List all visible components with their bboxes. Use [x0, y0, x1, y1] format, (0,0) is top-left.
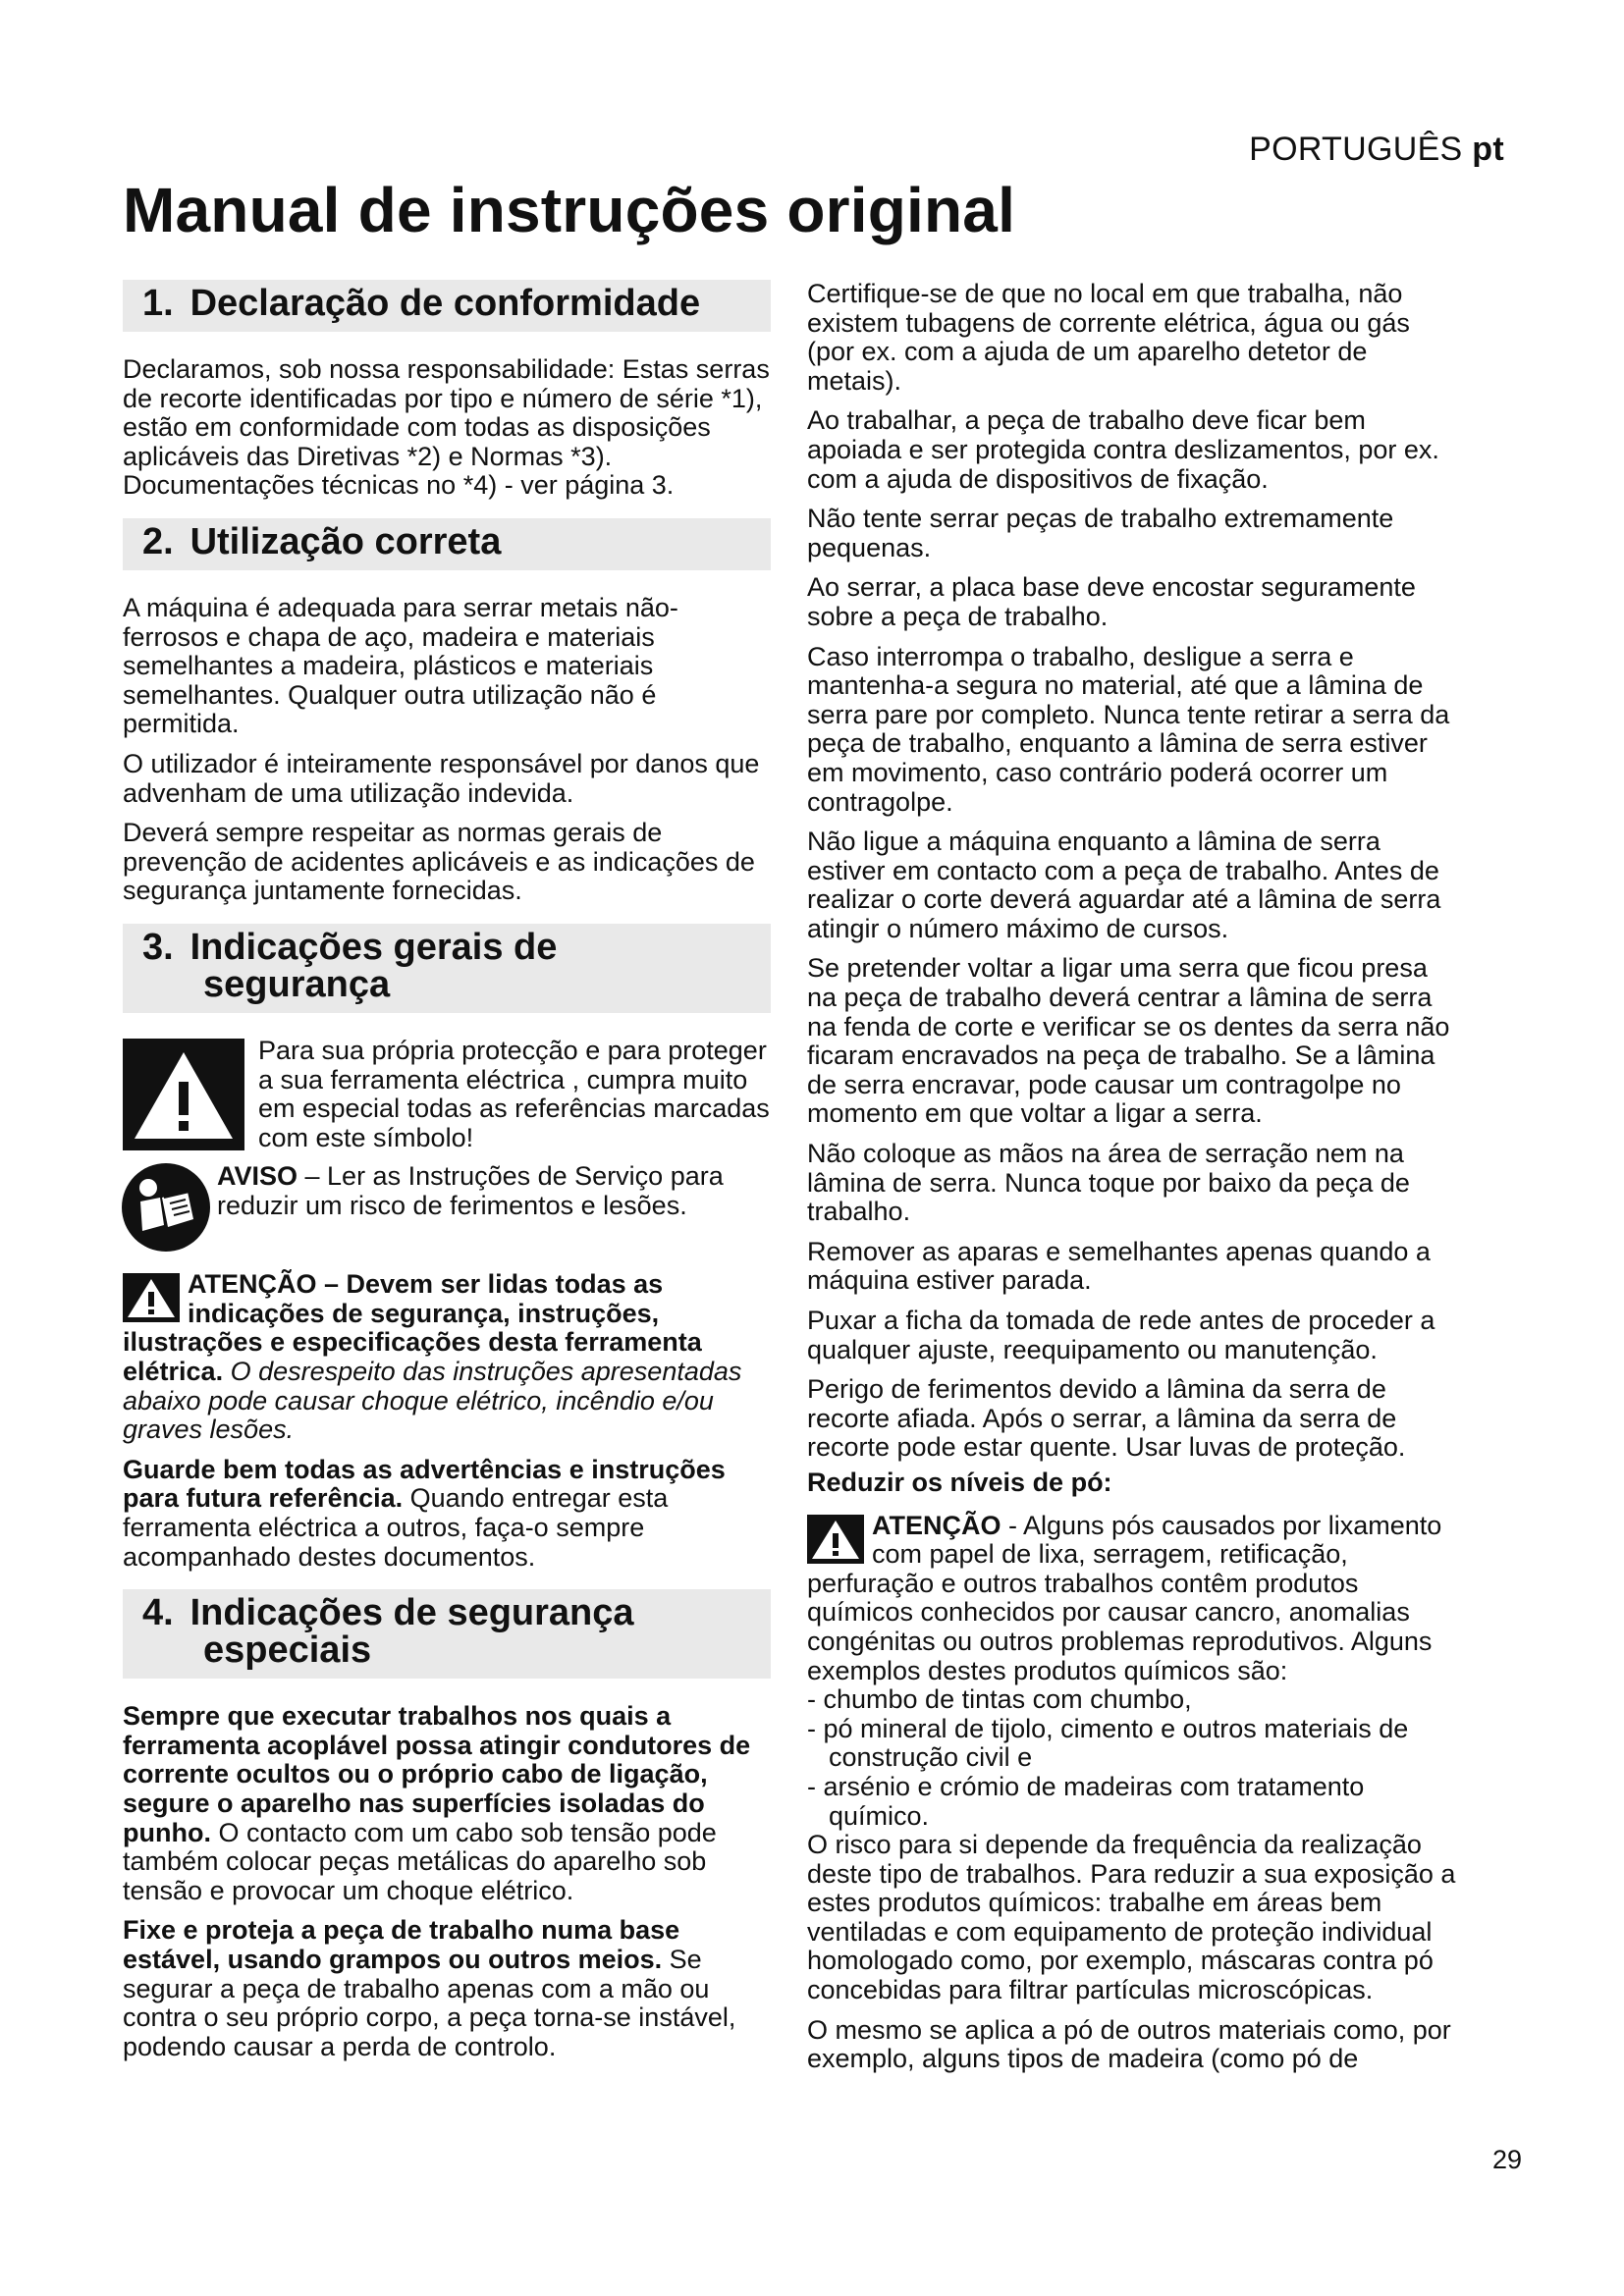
list-item: - chumbo de tintas com chumbo,	[807, 1684, 1192, 1715]
paragraph: Ao trabalhar, a peça de trabalho deve ficar bem apoiada e ser protegida contra deslizamentos, por ex. com a ajuda de dispositivos de fixação.	[807, 405, 1439, 494]
safety-symbol-text: Para sua própria protecção e para proteger a sua ferramenta eléctrica , cumpra muito em especial todas as referências marcadas com este símbolo!	[258, 1035, 770, 1152]
section-number: 3.	[142, 926, 174, 968]
aviso-body: – Ler as Instruções de Serviço para reduzir um risco de ferimentos e lesões.	[217, 1161, 724, 1220]
keep-bold: Guarde bem todas as advertências e instruções para futura referência.	[123, 1454, 726, 1514]
paragraph: O utilizador é inteiramente responsável por danos que advenham de uma utilização indevida.	[123, 748, 760, 808]
paragraph: O risco para si depende da frequência da realização deste tipo de trabalhos. Para reduzir a sua exposição a estes produtos químicos: trabalhe em áreas bem ventiladas e com equipamento de proteção individual homologado como, por exemplo, máscaras contra pó concebidas para filtrar partículas microscópicas.	[807, 1830, 1456, 2005]
paragraph: Remover as aparas e semelhantes apenas quando a máquina estiver parada.	[807, 1236, 1431, 1296]
list-item: - arsénio e crómio de madeiras com tratamento químico.	[807, 1771, 1365, 1831]
paragraph: Não tente serrar peças de trabalho extremamente pequenas.	[807, 504, 1394, 562]
atencao-italic: O desrespeito das instruções apresentadas abaixo pode causar choque elétrico, incêndio e/ou graves lesões.	[123, 1357, 742, 1445]
paragraph: Caso interrompa o trabalho, desligue a serra e mantenha-a segura no material, até que a lâmina de serra pare por completo. Nunca tente retirar a serra da peça de trabalho, enquanto a lâmina de serra estiver em movimento, caso contrário poderá ocorrer um contragolpe.	[807, 641, 1450, 817]
section-title: Declaração de conformidade	[189, 283, 701, 324]
section-title-line2: especiais	[203, 1629, 372, 1672]
paragraph: Perigo de ferimentos devido a lâmina da serra de recorte afiada. Após o serrar, a lâmina da serra de recorte pode estar quente. Usar luvas de proteção.	[807, 1374, 1406, 1463]
paragraph	[123, 1916, 771, 2061]
language-code: pt	[1472, 131, 1504, 168]
section-heading-3	[123, 924, 771, 1013]
dust-heading: Reduzir os níveis de pó:	[807, 1467, 1112, 1497]
safety-symbol-block	[123, 1037, 771, 1152]
section-title: Indicações de segurança	[189, 1592, 634, 1634]
bold-lead: Fixe e proteja a peça de trabalho numa base estável, usando grampos ou outros meios.	[123, 1915, 680, 1974]
section-heading-1	[123, 280, 771, 332]
paragraph: O mesmo se aplica a pó de outros materiais como, por exemplo, alguns tipos de madeira (como pó de	[807, 2014, 1451, 2074]
section-title: Utilização correta	[189, 520, 502, 562]
section-number: 4.	[142, 1592, 174, 1634]
warning-triangle-icon	[123, 1273, 180, 1322]
paragraph: A máquina é adequada para serrar metais não-ferrosos e chapa de aço, madeira e materiais semelhantes a madeira, plásticos e materiais semelhantes. Qualquer outra utilização não é permitida.	[123, 592, 678, 739]
section-heading-2	[123, 518, 771, 570]
read-manual-block	[123, 1162, 771, 1253]
warning-triangle-icon	[807, 1515, 864, 1564]
paragraph: Declaramos, sob nossa responsabilidade: Estas serras de recorte identificadas por tipo e número de série *1), estão em conformidade com todas as disposições aplicáveis das Diretivas *2) e Normas *3). Documentações técnicas no *4) - ver página 3.	[123, 354, 770, 501]
page-title: Manual de instruções original	[123, 175, 1016, 245]
warning-triangle-icon	[123, 1039, 244, 1150]
aviso-text	[217, 1162, 771, 1220]
paragraph: Puxar a ficha da tomada de rede antes de proceder a qualquer ajuste, reequipamento ou manutenção.	[807, 1306, 1435, 1364]
left-column	[123, 280, 771, 2072]
paragraph: Certifique-se de que no local em que trabalha, não existem tubagens de corrente elétrica, água ou gás (por ex. com a ajuda de um aparelho detetor de metais).	[807, 279, 1410, 396]
section-heading-4	[123, 1589, 771, 1679]
dust-atencao-text: - Alguns pós causados por lixamento com papel de lixa, serragem, retificação, perfuração e outros trabalhos contêm produtos químicos conhecidos por causar cancro, anomalias congénitas ou outros problemas reprodutivos. Alguns exemplos destes produtos químicos são:	[807, 1510, 1442, 1685]
paragraph: Não ligue a máquina enquanto a lâmina de serra estiver em contacto com a peça de trabalho. Antes de realizar o corte deverá aguardar até a lâmina de serra atingir o número máximo de cursos.	[807, 827, 1441, 943]
language-name: PORTUGUÊS	[1249, 131, 1463, 168]
paragraph: Se pretender voltar a ligar uma serra que ficou presa na peça de trabalho deverá centrar a lâmina de serra na fenda de corte e verificar se os dentes da serra não ficaram encravados na peça de trabalho. Se a lâmina de serra encravar, pode causar um contragolpe no momento em que voltar a ligar a serra.	[807, 953, 1450, 1129]
section-title: Indicações gerais de	[189, 926, 558, 968]
body-text: O contacto com um cabo sob tensão pode também colocar peças metálicas do aparelho sob tensão e provocar um choque elétrico.	[123, 1817, 717, 1905]
list-item: - pó mineral de tijolo, cimento e outros materiais de construção civil e	[807, 1713, 1409, 1773]
language-label	[1208, 130, 1504, 169]
paragraph: Ao serrar, a placa base deve encostar seguramente sobre a peça de trabalho.	[807, 572, 1416, 631]
body-text: Se segurar a peça de trabalho apenas com a mão ou contra o seu próprio corpo, a peça torna-se instável, podendo causar a perda de controlo.	[123, 1944, 736, 2061]
page-number: 29	[1492, 2145, 1523, 2174]
read-manual-icon	[121, 1162, 211, 1253]
dust-warning	[807, 1512, 1461, 1686]
section-title-line2: segurança	[203, 963, 391, 1005]
atencao-bold: ATENÇÃO – Devem ser lidas todas as indicações de segurança, instruções, ilustrações e especificações desta ferramenta elétrica.	[123, 1269, 702, 1387]
right-column	[807, 280, 1461, 2085]
paragraph: Não coloque as mãos na área de serração nem na lâmina de serra. Nunca toque por baixo da peça de trabalho.	[807, 1139, 1410, 1227]
atencao-paragraph	[123, 1270, 771, 1445]
bold-lead: Sempre que executar trabalhos nos quais a ferramenta acoplável possa atingir condutores de corrente ocultos ou o próprio cabo de ligação, segure o aparelho nas superfícies isoladas do punho.	[123, 1701, 751, 1847]
dust-chemical-list	[807, 1685, 1461, 1831]
section-number: 1.	[142, 283, 174, 324]
dust-atencao-label: ATENÇÃO	[872, 1510, 1001, 1540]
paragraph: Deverá sempre respeitar as normas gerais de prevenção de acidentes aplicáveis e as indicações de segurança juntamente fornecidas.	[123, 818, 755, 906]
keep-instructions-paragraph	[123, 1456, 771, 1572]
keep-text: Quando entregar esta ferramenta eléctrica a outros, faça-o sempre acompanhado destes documentos.	[123, 1483, 669, 1572]
aviso-label: AVISO	[217, 1161, 298, 1192]
paragraph	[123, 1702, 771, 1905]
section-number: 2.	[142, 520, 174, 562]
